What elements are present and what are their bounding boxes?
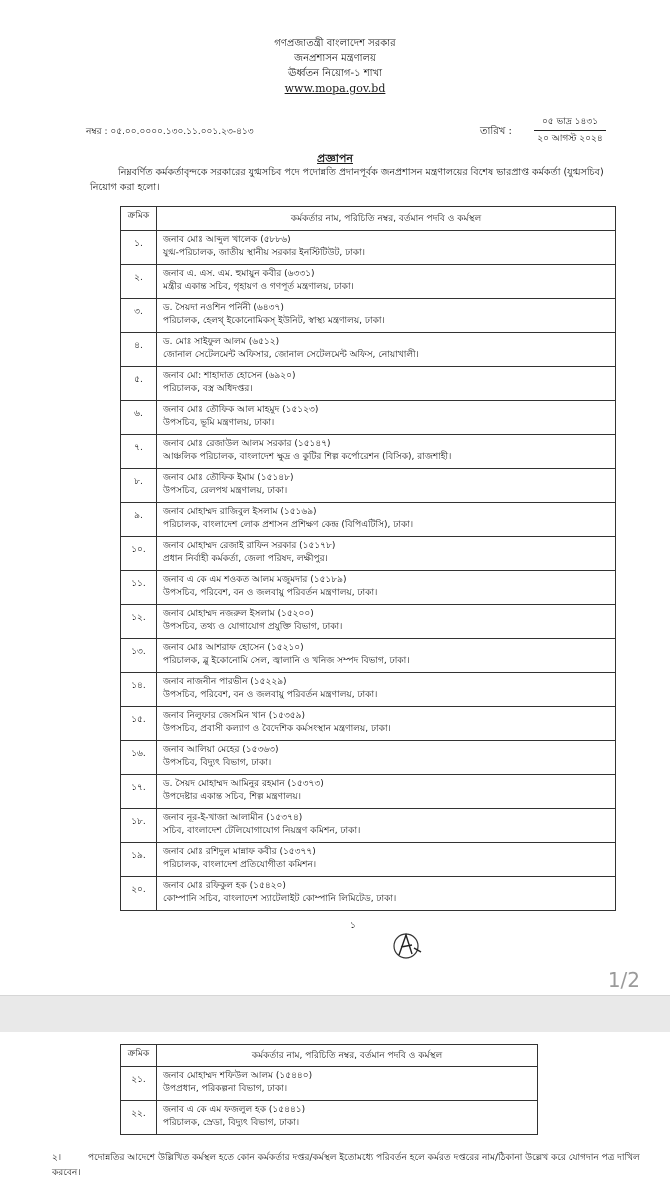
- officer-cell: [157, 605, 616, 639]
- serial-cell: ১৭.: [121, 775, 157, 809]
- notice-heading: প্রজ্ঞাপন: [317, 152, 353, 165]
- officer-post: পরিচালক, স্রেডা, বিদ্যুৎ বিভাগ, ঢাকা।: [163, 1118, 300, 1128]
- page-number: ১: [350, 921, 356, 931]
- officer-name: জনাব মোহাম্মদ নজরুল ইসলাম (১৫২০০): [163, 609, 314, 619]
- memo-number: নম্বর : ০৫.০০.০০০০.১৩০.১১.০০১.২৩-৪১৩: [86, 127, 254, 137]
- table-row: [121, 299, 616, 333]
- instruction-note: [52, 1151, 642, 1181]
- table-row: [121, 707, 616, 741]
- table-header-row: [121, 1045, 538, 1067]
- intro-paragraph: নিম্নবর্ণিত কর্মকর্তাবৃন্দকে সরকারের যুগ্মসচিব পদে পদোন্নতি প্রদানপূর্বক জনপ্রশাসন মন্ত্রণালয়ের বিশেষ ভারপ্রাপ্ত কর্মকর্তা (যুগ্মসচিব) নিয়োগ করা হলো।: [90, 167, 604, 193]
- details-header: কর্মকর্তার নাম, পরিচিতি নম্বর, বর্তমান পদবি ও কর্মস্থল: [157, 207, 616, 231]
- officer-cell: [157, 469, 616, 503]
- table-row: [121, 367, 616, 401]
- officer-name: জনাব মোঃ রফিকুল হক (১৫৪২০): [163, 881, 286, 891]
- serial-cell: ১৮.: [121, 809, 157, 843]
- officer-post: যুগ্ম-পরিচালক, জাতীয় স্থানীয় সরকার ইনস্টিটিউট, ঢাকা।: [163, 248, 365, 258]
- table-row: [121, 605, 616, 639]
- officer-name: জনাব মো: শাহাদাত হোসেন (৬৯২০): [163, 371, 296, 381]
- officer-name: জনাব এ. এস. এম. হুমায়ুন কবীর (৬৩৩১): [163, 269, 315, 279]
- officer-cell: [157, 1101, 538, 1135]
- officer-post: পরিচালক, বাংলাদেশ প্রতিযোগীতা কমিশন।: [163, 860, 317, 870]
- page-separator: [0, 995, 670, 1033]
- officer-name: ড. সৈয়দ মোহাম্মদ আমিনুর রহমান (১৫৩৭৩): [163, 779, 324, 789]
- government-name: গণপ্রজাতন্ত্রী বাংলাদেশ সরকার: [274, 38, 396, 49]
- officer-post: উপদেষ্টার একান্ত সচিব, শিল্প মন্ত্রণালয়।: [163, 792, 301, 802]
- officer-name: ড. মোঃ সাইফুল আলম (৬৫১২): [163, 337, 280, 347]
- table-row: [121, 435, 616, 469]
- serial-cell: ৭.: [121, 435, 157, 469]
- officer-name: জনাব মোহাম্মদ রেজাই রাফিন সরকার (১৫১৭৮): [163, 541, 336, 551]
- ministry-name: জনপ্রশাসন মন্ত্রণালয়: [294, 53, 376, 64]
- officer-name: জনাব মোঃ তৌফিক ইমাম (১৫১৪৮): [163, 473, 294, 483]
- serial-cell: ৪.: [121, 333, 157, 367]
- officer-post: উপসচিব, প্রবাসী কল্যাণ ও বৈদেশিক কর্মসংস্থান মন্ত্রণালয়, ঢাকা।: [163, 724, 391, 734]
- officer-name: জনাব মোঃ আশরাফ হোসেন (১৫২১০): [163, 643, 304, 653]
- officer-cell: [157, 435, 616, 469]
- table-row: [121, 231, 616, 265]
- serial-cell: ১৬.: [121, 741, 157, 775]
- serial-cell: ৫.: [121, 367, 157, 401]
- officer-name: জনাব মোঃ তৌফিক আল মাহমুদ (১৫১২৩): [163, 405, 319, 415]
- officer-name: জনাব মোঃ আব্দুল খালেক (৫৮৮৬): [163, 235, 291, 245]
- table-row: [121, 333, 616, 367]
- signature-mark: [390, 928, 426, 964]
- date-english: ২০ আগস্ট ২০২৪: [537, 134, 603, 144]
- date-bangla: ০৫ ভাদ্র ১৪৩১: [541, 117, 599, 127]
- table-row: [121, 537, 616, 571]
- officer-post: প্রধান নির্বাহী কর্মকর্তা, জেলা পরিষদ, লক্ষীপুর।: [163, 554, 328, 564]
- officer-cell: [157, 571, 616, 605]
- serial-cell: ৮.: [121, 469, 157, 503]
- serial-cell: ১.: [121, 231, 157, 265]
- officer-post: উপসচিব, পরিবেশ, বন ও জলবায়ু পরিবর্তন মন্ত্রণালয়, ঢাকা।: [163, 588, 378, 598]
- officer-name: জনাব মোঃ রশিদুল মান্নাফ কবীর (১৫৩৭৭): [163, 847, 316, 857]
- details-header: কর্মকর্তার নাম, পরিচিতি নম্বর, বর্তমান পদবি ও কর্মস্থল: [157, 1045, 538, 1067]
- date-label: তারিখ :: [480, 126, 512, 137]
- officer-name: জনাব নূর-ই-খাজা আলামীন (১৫৩৭৪): [163, 813, 303, 823]
- officer-cell: [157, 809, 616, 843]
- officer-name: জনাব আলিয়া মেহের (১৫৩৬৩): [163, 745, 279, 755]
- officer-name: জনাব নিলুফার জেসমিন খান (১৫৩৫৯): [163, 711, 305, 721]
- serial-cell: ১৯.: [121, 843, 157, 877]
- serial-cell: ৬.: [121, 401, 157, 435]
- officer-post: পরিচালক, বস্ত্র অধিদপ্তর।: [163, 384, 253, 394]
- serial-cell: ১৫.: [121, 707, 157, 741]
- officer-post: পরিচালক, ব্লু ইকোনোমি সেল, জ্বালানি ও খনিজ সম্পদ বিভাগ, ঢাকা।: [163, 656, 410, 666]
- note-number: ২।: [52, 1153, 62, 1163]
- table-row: [121, 401, 616, 435]
- officer-post: আঞ্চলিক পরিচালক, বাংলাদেশ ক্ষুদ্র ও কুটির শিল্প কর্পোরেশন (বিসিক), রাজশাহী।: [163, 452, 452, 462]
- serial-cell: ৩.: [121, 299, 157, 333]
- table-row: [121, 1101, 538, 1135]
- table-row: [121, 571, 616, 605]
- officer-post: সচিব, বাংলাদেশ টেলিযোগাযোগ নিয়ন্ত্রণ কমিশন, ঢাকা।: [163, 826, 361, 836]
- officer-cell: [157, 877, 616, 911]
- serial-header: ক্রমিক: [121, 1045, 157, 1067]
- officer-name: জনাব নাজনীন পারভীন (১৫২২৯): [163, 677, 287, 687]
- officer-cell: [157, 1067, 538, 1101]
- officer-cell: [157, 401, 616, 435]
- serial-cell: ১০.: [121, 537, 157, 571]
- officer-post: জোনাল সেটেলমেন্ট অফিসার, জোনাল সেটেলমেন্ট অফিস, নোয়াখালী।: [163, 350, 419, 360]
- letterhead: [0, 36, 670, 96]
- officer-cell: [157, 843, 616, 877]
- serial-header: ক্রমিক: [121, 207, 157, 231]
- table-row: [121, 741, 616, 775]
- branch-name: ঊর্ধ্বতন নিয়োগ-১ শাখা: [287, 68, 383, 79]
- officer-cell: [157, 741, 616, 775]
- officer-post: পরিচালক, হেলথ্ ইকোনোমিকস্ ইউনিট, স্বাস্থ্য মন্ত্রণালয়, ঢাকা।: [163, 316, 385, 326]
- officers-table-continued: [120, 1044, 538, 1135]
- table-row: [121, 877, 616, 911]
- officer-post: উপসচিব, পরিবেশ, বন ও জলবায়ু পরিবর্তন মন্ত্রণালয়, ঢাকা।: [163, 690, 378, 700]
- document-page-2: [0, 1032, 670, 1190]
- officer-cell: [157, 265, 616, 299]
- table-row: [121, 469, 616, 503]
- page-indicator: 1/2: [607, 968, 640, 992]
- website-link[interactable]: www.mopa.gov.bd: [284, 82, 386, 95]
- officer-name: জনাব মোহাম্মদ শফিউল আলম (১৫৪৪০): [163, 1071, 313, 1081]
- serial-cell: ১১.: [121, 571, 157, 605]
- table-row: [121, 775, 616, 809]
- officer-name: জনাব এ কে এম শওকত আলম মজুমদার (১৫১৮৯): [163, 575, 347, 585]
- officer-post: পরিচালক, বাংলাদেশ লোক প্রশাসন প্রশিক্ষণ কেন্দ্র (বিপিএটিসি), ঢাকা।: [163, 520, 414, 530]
- officer-post: উপসচিব, ভূমি মন্ত্রণালয়, ঢাকা।: [163, 418, 275, 428]
- officer-cell: [157, 503, 616, 537]
- officer-name: জনাব এ কে এম ফজলুল হক (১৫৪৪১): [163, 1105, 306, 1115]
- officers-table: [120, 206, 616, 911]
- officer-post: উপসচিব, রেলপথ মন্ত্রণালয়, ঢাকা।: [163, 486, 288, 496]
- officer-cell: [157, 673, 616, 707]
- officer-name: ড. সৈয়দা নওশিন পর্নিনী (৬৪৩৭): [163, 303, 284, 313]
- officer-post: উপসচিব, বিদ্যুৎ বিভাগ, ঢাকা।: [163, 758, 272, 768]
- table-row: [121, 673, 616, 707]
- officer-post: কোম্পানি সচিব, বাংলাদেশ স্যাটেলাইট কোম্পানি লিমিটেড, ঢাকা।: [163, 894, 397, 904]
- table-row: [121, 809, 616, 843]
- officer-cell: [157, 639, 616, 673]
- officer-cell: [157, 231, 616, 265]
- officer-name: জনাব মোঃ রেজাউল আলম সরকার (১৫১৪৭): [163, 439, 331, 449]
- officer-cell: [157, 707, 616, 741]
- table-row: [121, 1067, 538, 1101]
- officer-post: উপপ্রধান, পরিকল্পনা বিভাগ, ঢাকা।: [163, 1084, 288, 1094]
- serial-cell: ১৩.: [121, 639, 157, 673]
- officer-post: মন্ত্রীর একান্ত সচিব, গৃহায়ণ ও গণপূর্ত মন্ত্রণালয়, ঢাকা।: [163, 282, 354, 292]
- serial-cell: ২.: [121, 265, 157, 299]
- officer-cell: [157, 775, 616, 809]
- serial-cell: ৯.: [121, 503, 157, 537]
- officer-name: জনাব মোহাম্মদ রাজিবুল ইসলাম (১৫১৬৯): [163, 507, 317, 517]
- table-row: [121, 265, 616, 299]
- table-row: [121, 503, 616, 537]
- table-header-row: [121, 207, 616, 231]
- serial-cell: ২০.: [121, 877, 157, 911]
- table-row: [121, 639, 616, 673]
- note-text: পদোন্নতির আদেশে উল্লিখিত কর্মস্থল হতে কোন কর্মকর্তার দপ্তর/কর্মস্থল ইতোমধ্যে পরিবর্তন হলে কর্মরত দপ্তরের নাম/ঠিকানা উল্লেখ করে যোগদান পত্র দাখিল করবেন।: [52, 1153, 640, 1178]
- officer-post: উপসচিব, তথ্য ও যোগাযোগ প্রযুক্তি বিভাগ, ঢাকা।: [163, 622, 343, 632]
- date-block: [530, 114, 610, 147]
- serial-cell: ২১.: [121, 1067, 157, 1101]
- officer-cell: [157, 333, 616, 367]
- serial-cell: ১২.: [121, 605, 157, 639]
- serial-cell: ২২.: [121, 1101, 157, 1135]
- table-row: [121, 843, 616, 877]
- officer-cell: [157, 299, 616, 333]
- officer-cell: [157, 537, 616, 571]
- officer-cell: [157, 367, 616, 401]
- serial-cell: ১৪.: [121, 673, 157, 707]
